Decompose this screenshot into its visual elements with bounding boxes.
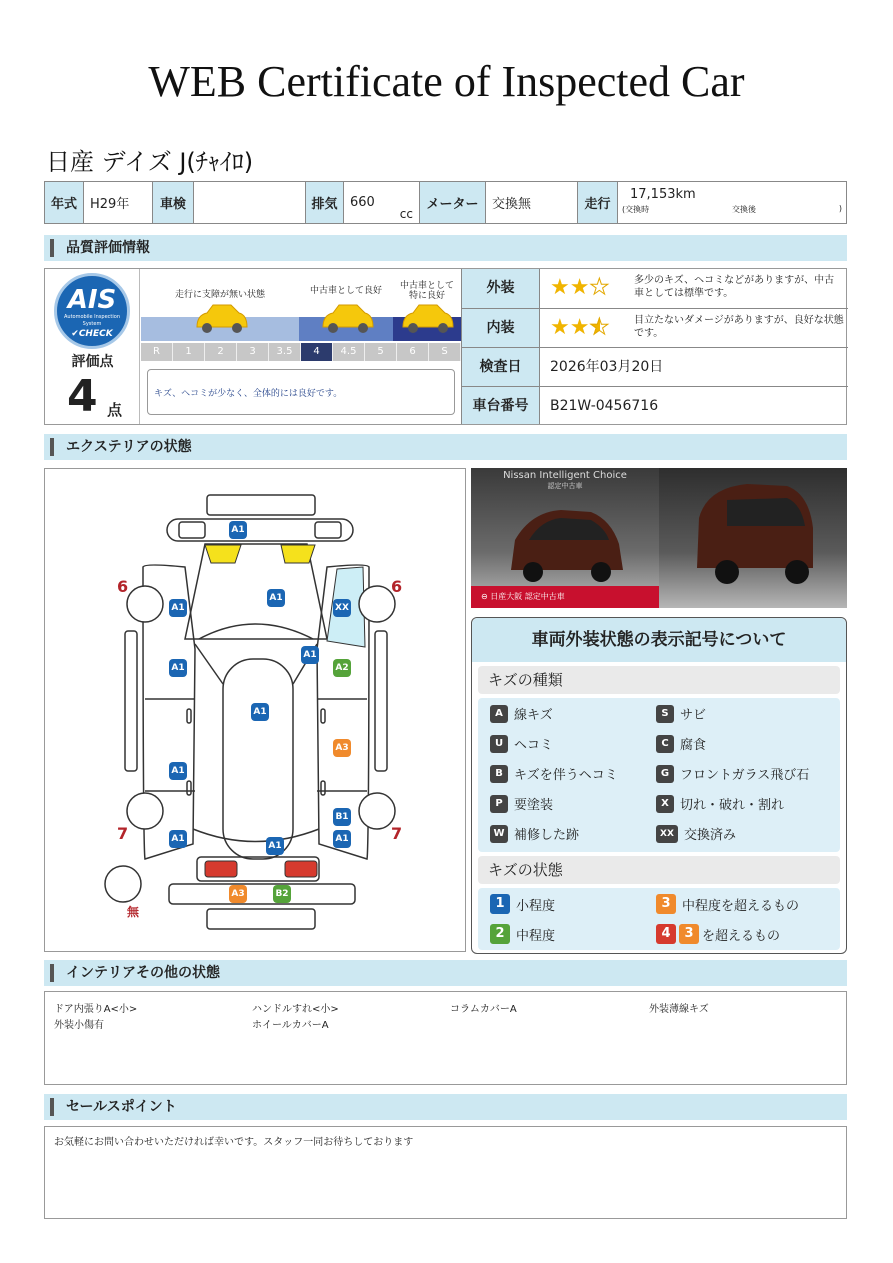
damage-mark: XX [333, 599, 351, 617]
grade-comment: キズ、ヘコミが少なく、全体的には良好です。 [147, 369, 455, 415]
car-image [687, 478, 821, 588]
tire-fr: 6 [391, 577, 403, 596]
star-icon: ★ [569, 275, 590, 300]
sales-text: お気軽にお問い合わせいただければ幸いです。スタッフ一同お待ちしております [54, 1137, 414, 1148]
legend-type-item [656, 734, 706, 753]
grade-illustration [141, 269, 461, 424]
damage-mark: A1 [169, 762, 187, 780]
legend-code: 3 [656, 894, 676, 914]
car-name: 日産 デイズ J(ﾁｬｲﾛ) [46, 148, 254, 176]
legend-label: サビ [680, 708, 707, 723]
interior-item: 外装薄線キズ [649, 1004, 709, 1015]
legend-code: C [656, 735, 674, 753]
displacement-unit: cc [399, 207, 413, 221]
meter-label: メーター [420, 182, 486, 224]
legend-label: 中程度を超えるもの [682, 898, 800, 914]
ais-logo-main: AIS [67, 285, 117, 315]
grade-scale [141, 343, 461, 361]
grade-scale-step: R [141, 343, 173, 361]
page-title: WEB Certificate of Inspected Car [148, 57, 745, 106]
mileage-note-before: (交換時 [622, 204, 650, 214]
star-icon: ★ [569, 315, 590, 340]
cond2-text: 中古車として良好 [309, 286, 382, 296]
legend-types-title: キズの種類 [478, 666, 840, 694]
tire-rr: 7 [391, 824, 403, 843]
grade-scale-step: 6 [397, 343, 429, 361]
legend-type-item [490, 734, 553, 753]
grade-table [461, 269, 847, 424]
damage-mark: A1 [169, 599, 187, 617]
legend-label: 要塗装 [514, 798, 554, 813]
damage-mark: A1 [301, 646, 319, 664]
mileage-note-close: ) [838, 203, 842, 213]
cond3-panel [393, 269, 461, 341]
damage-mark: A1 [251, 703, 269, 721]
cond1-panel [141, 269, 299, 341]
inspection-date-label: 検査日 [462, 348, 540, 386]
damage-mark: B1 [333, 808, 351, 826]
legend-title: 車両外装状態の表示記号について [472, 618, 846, 662]
year-label: 年式 [45, 182, 84, 224]
legend-code: X [656, 795, 674, 813]
inspection-date-row [462, 347, 848, 386]
interior-desc: 目立たないダメージがありますが、良好な状態です。 [634, 315, 844, 339]
legend-label: キズを伴うヘコミ [514, 768, 618, 783]
car-icon [399, 301, 455, 335]
legend-box [471, 617, 847, 954]
legend-label: 切れ・破れ・割れ [680, 798, 785, 813]
legend-label: を超えるもの [702, 928, 781, 944]
legend-type-item [490, 704, 553, 723]
legend-code: S [656, 705, 674, 723]
legend-state-title: キズの状態 [478, 856, 840, 884]
legend-label: フロントガラス飛び石 [680, 768, 810, 783]
exterior-desc: 多少のキズ、ヘコミなどがありますが、中古車としては標準です。 [634, 275, 835, 299]
displacement-cell [344, 182, 420, 224]
cond2-panel [299, 269, 393, 341]
interior-section-bar: インテリアその他の状態 [44, 960, 847, 986]
shaken-label: 車検 [153, 182, 194, 224]
grade-scale-step: 3.5 [269, 343, 301, 361]
legend-type-item [490, 764, 618, 783]
legend-code: B [490, 765, 508, 783]
cond3-text: 中古車として特に良好 [399, 281, 454, 301]
damage-mark: A1 [267, 589, 285, 607]
legend-label: 中程度 [516, 928, 556, 944]
exterior-label: 外装 [462, 269, 540, 308]
car-photo-front [471, 468, 659, 608]
mileage-value: 17,153km [630, 186, 696, 202]
legend-code: W [490, 825, 508, 843]
car-diagram [44, 468, 466, 952]
grade-scale-step: 2 [205, 343, 237, 361]
cond1-text: 走行に支障が無い状態 [174, 290, 265, 300]
grade-scale-step: 3 [237, 343, 269, 361]
legend-code: A [490, 705, 508, 723]
ais-logo-sub: Automobile Inspection System [64, 314, 120, 327]
legend-code: U [490, 735, 508, 753]
legend-code: XX [656, 825, 678, 843]
damage-mark: A1 [169, 830, 187, 848]
exterior-row [462, 269, 848, 308]
exterior-stars [550, 277, 609, 299]
year-value: H29年 [84, 182, 153, 224]
interior-label: 内装 [462, 309, 540, 347]
score-label: 評価点 [71, 354, 114, 370]
damage-mark: A3 [229, 885, 247, 903]
interior-row [462, 308, 848, 347]
legend-code: 1 [490, 894, 510, 914]
spec-table [44, 181, 847, 224]
chassis-value: B21W-0456716 [550, 398, 659, 414]
damage-mark: B2 [273, 885, 291, 903]
tire-rl: 7 [117, 824, 129, 843]
damage-mark: A1 [169, 659, 187, 677]
score-unit: 点 [107, 401, 123, 419]
legend-label: 腐食 [680, 738, 707, 753]
legend-code: P [490, 795, 508, 813]
legend-type-item [490, 824, 579, 843]
legend-label: 小程度 [516, 898, 556, 914]
displacement-label: 排気 [306, 182, 344, 224]
photo-dealer [471, 586, 659, 608]
interior-stars [550, 317, 609, 339]
grade-scale-step: 1 [173, 343, 205, 361]
chassis-label: 車台番号 [462, 387, 540, 424]
legend-state-area [478, 888, 840, 950]
legend-label: 補修した跡 [514, 828, 580, 843]
legend-state-item [490, 894, 555, 914]
legend-label: 交換済み [684, 828, 737, 843]
grade-scale-step: 4.5 [333, 343, 365, 361]
car-image [501, 500, 631, 586]
star-icon: ★ [550, 275, 570, 300]
legend-code: 4 [656, 924, 676, 944]
legend-state-item [656, 894, 799, 914]
mileage-note [622, 204, 842, 215]
star-empty-icon: ★ [589, 275, 610, 300]
grade-scale-step: S [429, 343, 461, 361]
star-half-icon: ★ [589, 315, 610, 340]
spare-tire-label: 無 [127, 905, 140, 919]
legend-type-item [656, 824, 736, 843]
sales-section-bar: セールスポイント [44, 1094, 847, 1120]
car-photo-rear [659, 468, 847, 608]
sales-box [44, 1126, 847, 1219]
inspection-date-value: 2026年03月20日 [550, 359, 664, 375]
chassis-row [462, 386, 848, 424]
mileage-note-after: 交換後 [732, 204, 756, 214]
star-icon: ★ [550, 315, 570, 340]
photo-banner: Nissan Intelligent Choice [503, 470, 627, 481]
legend-type-item [656, 764, 809, 783]
car-icon [193, 301, 249, 335]
grade-scale-step: 4 [301, 343, 333, 361]
nissan-logo-icon: ⊖ [481, 592, 488, 601]
displacement-value: 660 [350, 195, 375, 210]
damage-mark: A1 [333, 830, 351, 848]
damage-mark: A3 [333, 739, 351, 757]
damage-mark: A1 [229, 521, 247, 539]
tire-fl: 6 [117, 577, 129, 596]
car-icon [319, 301, 375, 335]
legend-label: 線キズ [514, 708, 553, 723]
damage-mark: A1 [266, 837, 284, 855]
quality-section-bar: 品質評価情報 [44, 235, 847, 261]
shaken-value [194, 182, 306, 224]
legend-type-item [656, 704, 706, 723]
interior-item: コラムカバーA [450, 1004, 517, 1015]
ais-column [45, 269, 140, 424]
quality-box [44, 268, 847, 425]
interior-item: 外装小傷有 [54, 1020, 104, 1031]
mileage-label: 走行 [578, 182, 618, 224]
meter-value: 交換無 [486, 182, 578, 224]
legend-state-item [656, 924, 780, 944]
legend-code: 2 [490, 924, 510, 944]
legend-type-item [490, 794, 553, 813]
legend-state-item [490, 924, 555, 944]
legend-label: ヘコミ [514, 738, 554, 753]
photo-dealer-text: 日産大阪 認定中古車 [490, 592, 565, 601]
interior-item: ドア内張りA<小> [54, 1004, 138, 1015]
legend-code: 3 [679, 924, 699, 944]
mileage-cell [618, 182, 847, 224]
damage-mark: A2 [333, 659, 351, 677]
interior-box [44, 991, 847, 1085]
ais-logo-check: ✔CHECK [71, 329, 113, 339]
legend-types-area [478, 698, 840, 852]
score-value: 4 [67, 371, 98, 422]
interior-item: ハンドルすれ<小> [252, 1004, 339, 1015]
exterior-section-bar: エクステリアの状態 [44, 434, 847, 460]
interior-item: ホイールカバーA [252, 1020, 329, 1031]
ais-logo [54, 273, 130, 349]
photo-banner-sub: 認定中古車 [547, 482, 583, 490]
legend-code: G [656, 765, 674, 783]
legend-type-item [656, 794, 784, 813]
grade-scale-step: 5 [365, 343, 397, 361]
